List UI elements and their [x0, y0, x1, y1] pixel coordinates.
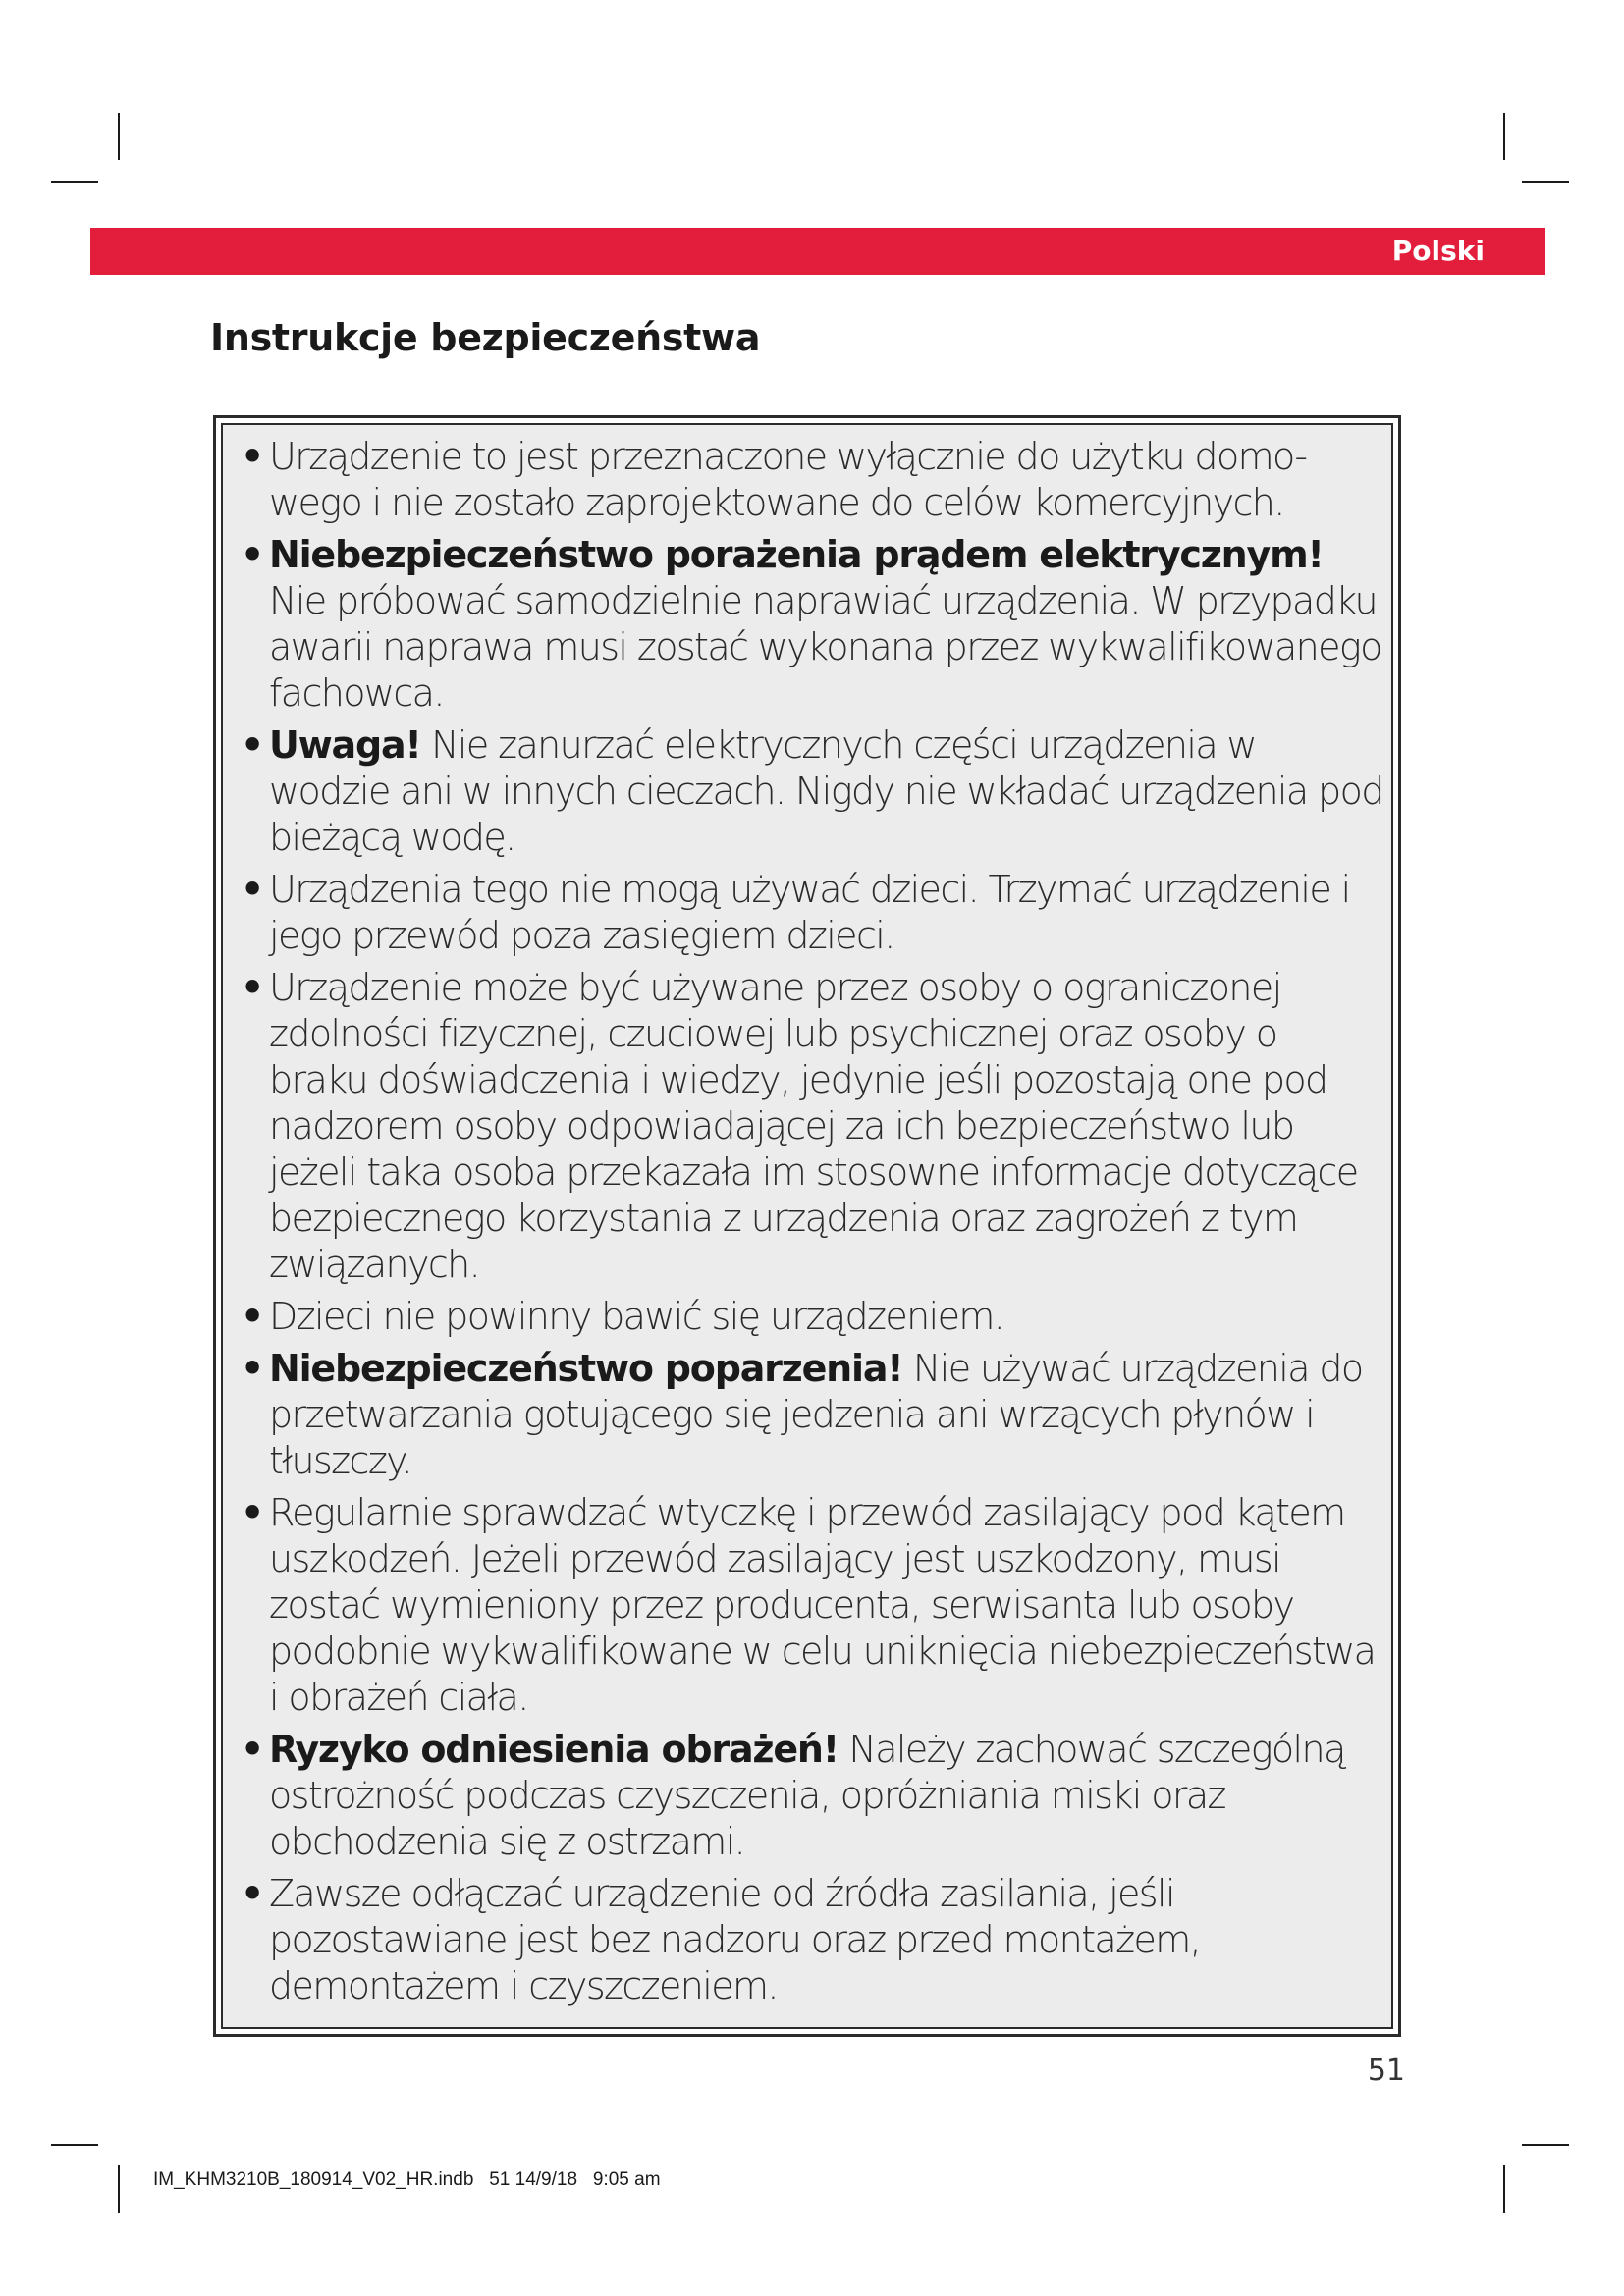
crop-mark-top-right-horizontal — [1522, 181, 1569, 183]
safety-item-text: Należy zachować szczególną ostrożność podczas czyszczenia, opróżniania miski oraz obchodzenia się z ostrzami. — [269, 1728, 1345, 1863]
page-number: 51 — [1367, 2054, 1405, 2088]
safety-item — [241, 722, 1383, 861]
print-slug: IM_KHM3210B_180914_V02_HR.indb 51 14/9/18 9:05 am — [153, 2169, 661, 2190]
bullet-icon: • — [241, 1295, 263, 1338]
safety-item — [241, 532, 1383, 717]
safety-item — [241, 1490, 1383, 1721]
crop-mark-bottom-left-vertical — [118, 2165, 120, 2213]
safety-item-text: Urządzenie może być używane przez osoby o ograniczonej zdolności fizycznej, czuciowej lub psychicznej oraz osoby o braku doświadczenia i wiedzy, jedynie jeśli pozostają one pod nadzorem osoby odpowiadającej za ich bezpieczeństwo lub jeżeli taka osoba przekazała im stosowne informacje dotyczące bezpiecznego korzystania z urządzenia oraz zagrożeń z tym związanych. — [269, 966, 1358, 1286]
crop-mark-bottom-right-horizontal — [1522, 2144, 1569, 2146]
bullet-icon: • — [241, 435, 263, 478]
safety-instructions-list — [221, 423, 1393, 2029]
safety-instructions-box — [213, 415, 1401, 2037]
safety-item-text: Urządzenie to jest przeznaczone wyłącznie do użytku domo-wego i nie zostało zaprojektowane do celów komercyjnych. — [269, 435, 1307, 524]
bullet-icon: • — [241, 1872, 263, 1915]
bullet-icon: • — [241, 1347, 263, 1390]
safety-item-text: Dzieci nie powinny bawić się urządzeniem. — [269, 1295, 1004, 1338]
crop-mark-bottom-left-horizontal — [51, 2144, 98, 2146]
language-header-bar — [90, 228, 1545, 275]
safety-item-text: Regularnie sprawdzać wtyczkę i przewód zasilający pod kątem uszkodzeń. Jeżeli przewód zasilający jest uszkodzony, musi zostać wymieniony przez producenta, serwisanta lub osoby podobnie wykwalifikowane w celu uniknięcia niebezpieczeństwa i obrażeń ciała. — [269, 1491, 1376, 1719]
safety-item-text: Nie używać urządzenia do przetwarzania gotującego się jedzenia ani wrzących płynów i tłuszczy. — [269, 1347, 1363, 1482]
safety-item-warning: Niebezpieczeństwo poparzenia! — [269, 1347, 903, 1390]
safety-item — [241, 965, 1383, 1288]
bullet-icon: • — [241, 868, 263, 911]
bullet-icon: • — [241, 966, 263, 1009]
safety-item-text: Nie próbować samodzielnie naprawiać urządzenia. W przypadku awarii naprawa musi zostać wykonana przez wykwalifikowanego fachowca. — [269, 579, 1381, 715]
safety-item — [241, 1294, 1383, 1340]
safety-item-warning: Uwaga! — [269, 723, 421, 767]
crop-mark-bottom-right-vertical — [1503, 2165, 1505, 2213]
safety-item-text: Nie zanurzać elektrycznych części urządzenia w wodzie ani w innych cieczach. Nigdy nie wkładać urządzenia pod bieżącą wodę. — [269, 723, 1383, 859]
crop-mark-top-right-vertical — [1503, 113, 1505, 160]
safety-item — [241, 1727, 1383, 1865]
bullet-icon: • — [241, 1491, 263, 1534]
page-title: Instrukcje bezpieczeństwa — [210, 316, 761, 359]
safety-item — [241, 434, 1383, 526]
bullet-icon: • — [241, 1728, 263, 1771]
safety-item-warning: Niebezpieczeństwo porażenia prądem elektrycznym! — [269, 533, 1324, 576]
safety-item — [241, 867, 1383, 959]
bullet-icon: • — [241, 723, 263, 767]
safety-item — [241, 1346, 1383, 1484]
language-label: Polski — [1391, 235, 1485, 267]
safety-item-text: Zawsze odłączać urządzenie od źródła zasilania, jeśli pozostawiane jest bez nadzoru oraz przed montażem, demontażem i czyszczeniem. — [269, 1872, 1201, 2007]
safety-item-warning: Ryzyko odniesienia obrażeń! — [269, 1728, 839, 1771]
crop-mark-top-left-vertical — [118, 113, 120, 160]
safety-item — [241, 1871, 1383, 2009]
bullet-icon: • — [241, 533, 263, 576]
safety-item-text: Urządzenia tego nie mogą używać dzieci. Trzymać urządzenie i jego przewód poza zasięgiem dzieci. — [269, 868, 1350, 957]
crop-mark-top-left-horizontal — [51, 181, 98, 183]
